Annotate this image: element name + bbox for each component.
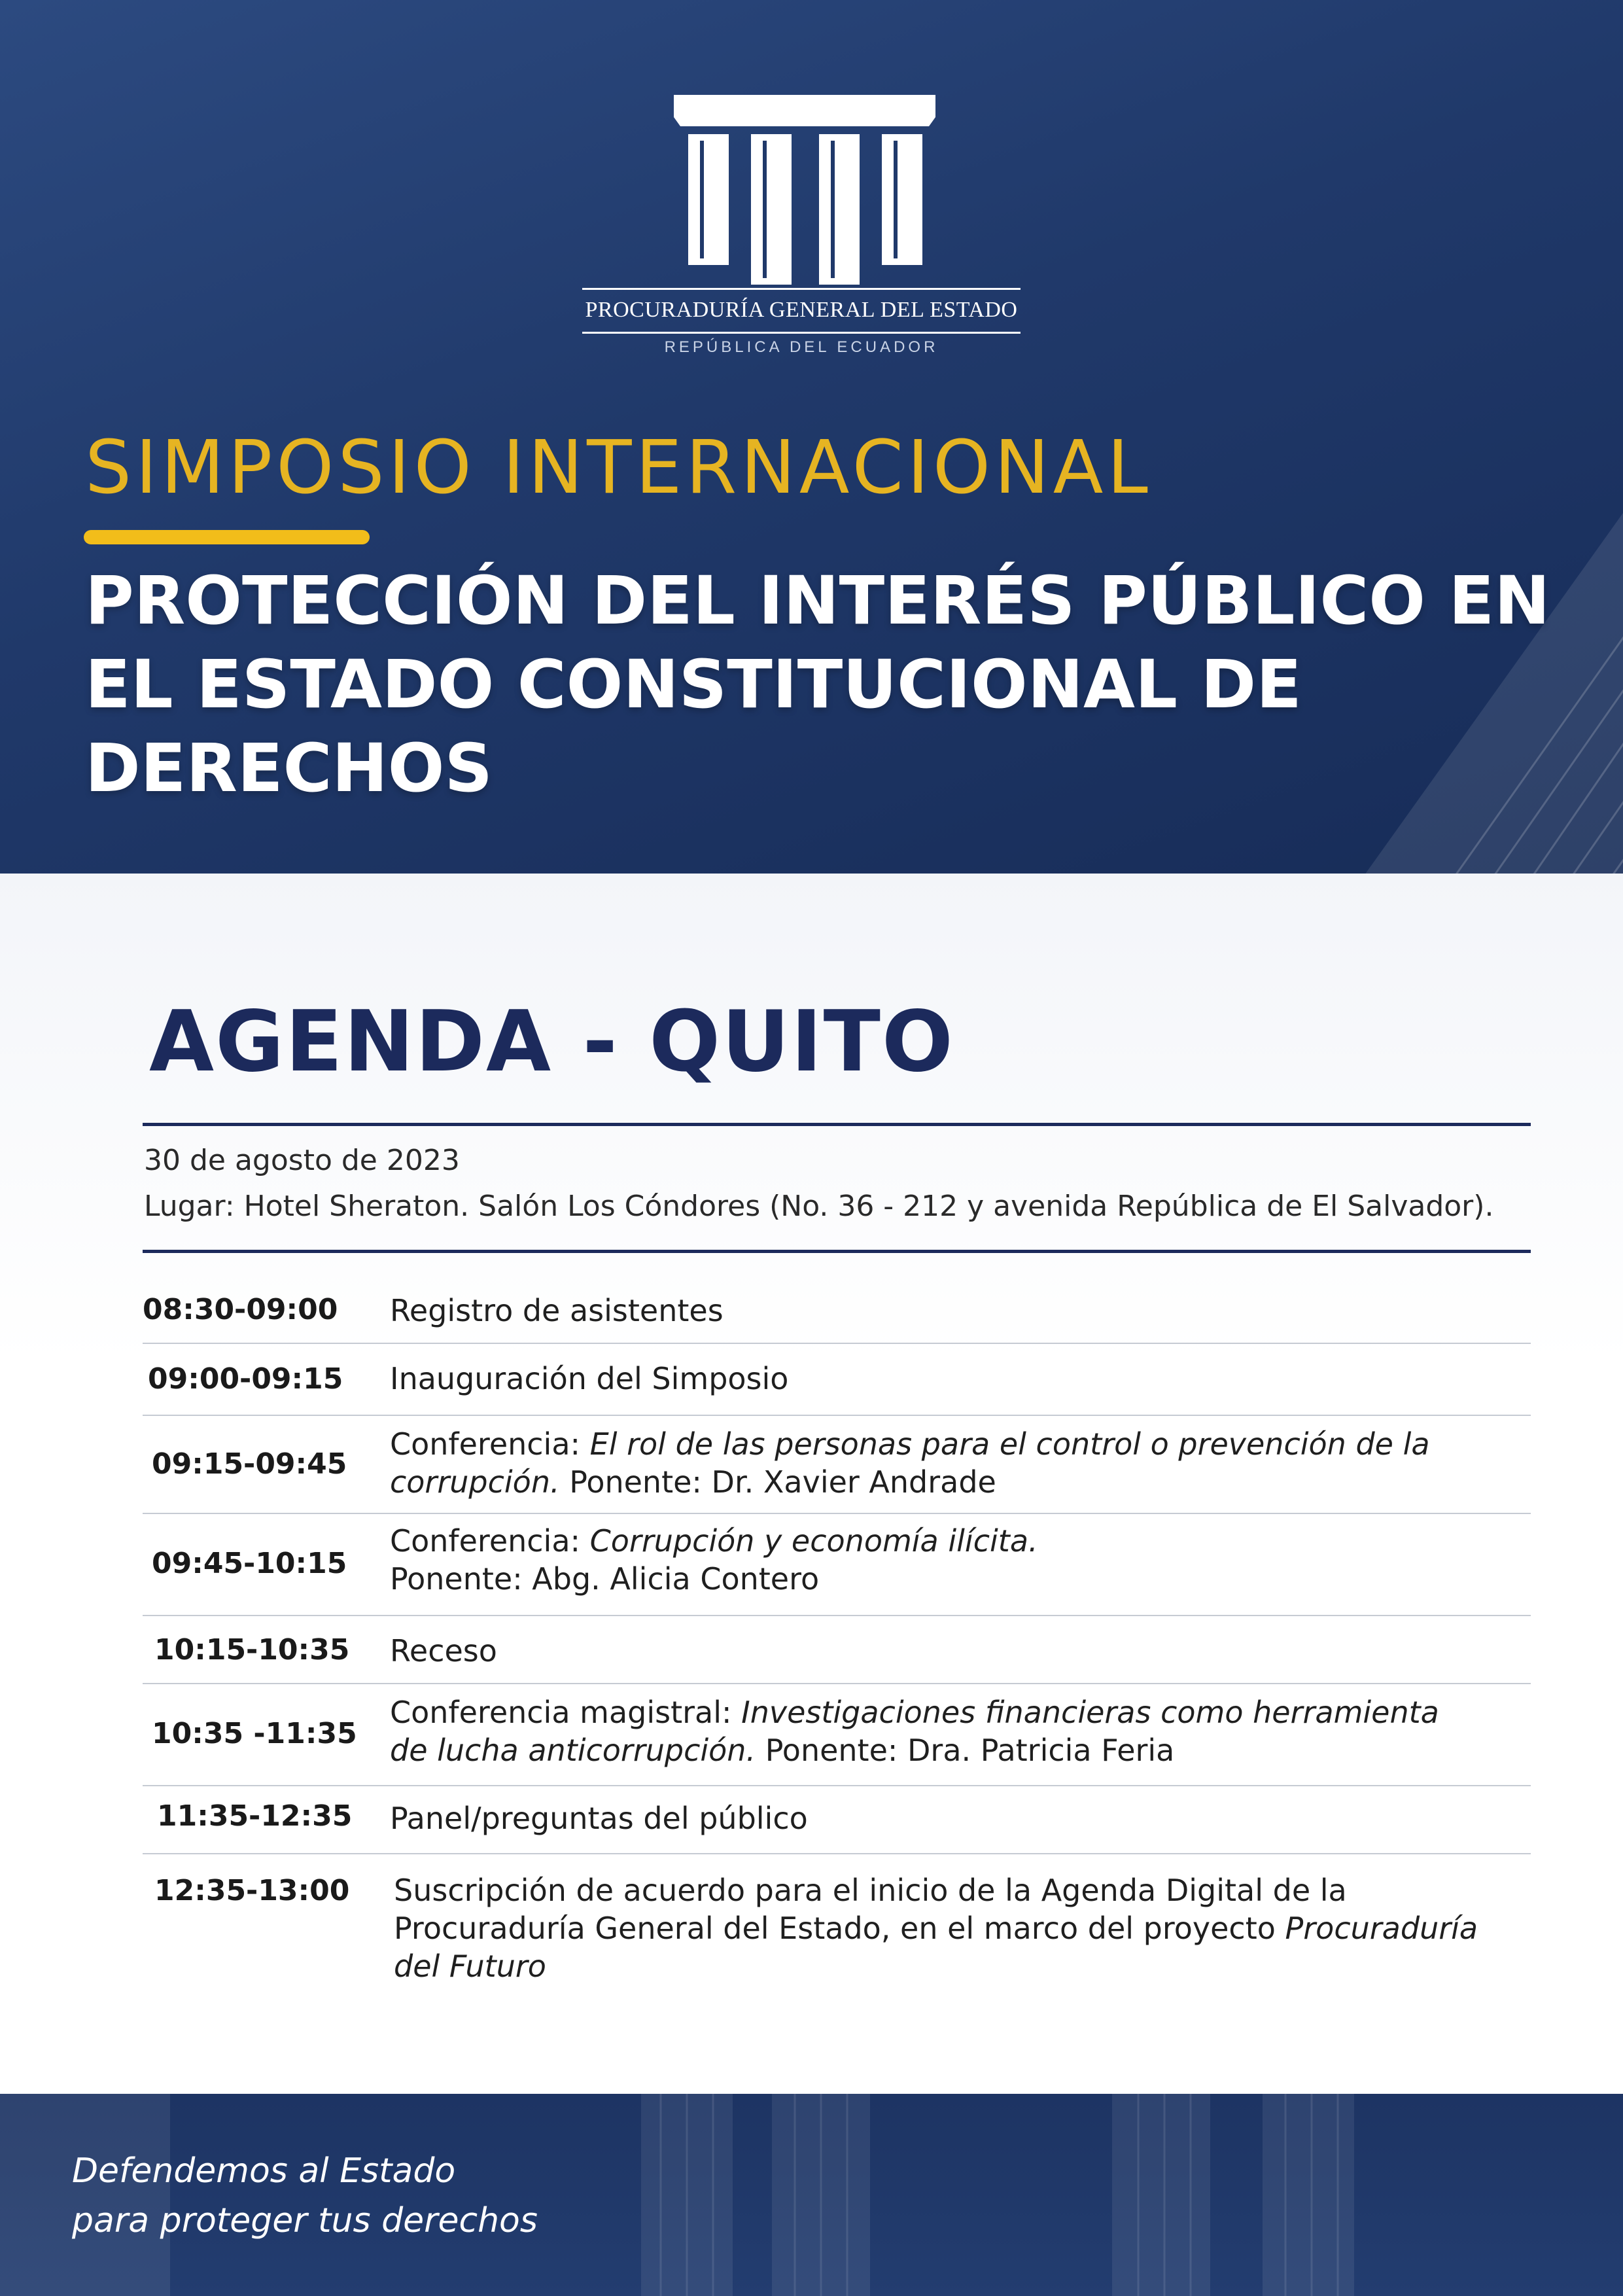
conference-title: El rol de las personas para el control o prevención de la bbox=[589, 1426, 1430, 1462]
logo-country-subtitle: REPÚBLICA DEL ECUADOR bbox=[664, 338, 939, 356]
slogan-line-1: Defendemos al Estado bbox=[72, 2151, 456, 2191]
speaker-name: Ponente: Abg. Alicia Contero bbox=[390, 1561, 820, 1597]
agenda-time: 08:30-09:00 bbox=[143, 1293, 338, 1326]
agenda-description-text: Suscripción de acuerdo para el inicio de la Agenda Digital de la bbox=[394, 1873, 1347, 1908]
agenda-row bbox=[143, 1854, 1531, 1992]
logo-divider-top bbox=[582, 288, 1021, 290]
agenda-description bbox=[390, 1522, 1528, 1598]
event-title-line-1: PROTECCIÓN DEL INTERÉS PÚBLICO EN bbox=[85, 562, 1550, 640]
event-date: 30 de agosto de 2023 bbox=[144, 1144, 460, 1177]
agenda-description bbox=[390, 1799, 1528, 1837]
agenda-time: 12:35-13:00 bbox=[154, 1874, 350, 1907]
agenda-description-prefix: Conferencia: bbox=[390, 1426, 590, 1462]
agenda-description-text: Procuraduría General del Estado, en el marco del proyecto bbox=[394, 1911, 1285, 1946]
agenda-description-text: Inauguración del Simposio bbox=[390, 1361, 789, 1396]
agenda-description bbox=[390, 1693, 1528, 1769]
conference-title: Investigaciones financieras como herramienta bbox=[741, 1695, 1439, 1730]
agenda-description bbox=[390, 1360, 1528, 1398]
agenda-time: 11:35-12:35 bbox=[157, 1799, 353, 1833]
agenda-description bbox=[394, 1871, 1532, 1985]
agenda-row bbox=[143, 1276, 1531, 1344]
agenda-row bbox=[143, 1786, 1531, 1854]
agenda-time: 09:45-10:15 bbox=[152, 1547, 347, 1580]
gold-accent-bar bbox=[84, 530, 370, 544]
event-type-heading: SIMPOSIO INTERNACIONAL bbox=[85, 425, 1152, 510]
agenda-description bbox=[390, 1425, 1528, 1501]
footer-banner bbox=[0, 2094, 1623, 2296]
conference-title: Corrupción y economía ilícita. bbox=[589, 1523, 1038, 1559]
logo-divider-bottom bbox=[582, 332, 1021, 334]
agenda-row bbox=[143, 1514, 1531, 1616]
agenda-time: 10:15-10:35 bbox=[154, 1633, 350, 1667]
agenda-row bbox=[143, 1344, 1531, 1416]
agenda-description bbox=[390, 1292, 1528, 1330]
agenda-description bbox=[390, 1632, 1528, 1670]
slogan-line-2: para proteger tus derechos bbox=[72, 2201, 538, 2240]
speaker-name: Ponente: Dra. Patricia Feria bbox=[756, 1733, 1175, 1768]
event-title-line-3: DERECHOS bbox=[85, 730, 493, 807]
agenda-description-text: Registro de asistentes bbox=[390, 1293, 724, 1328]
agenda-description-prefix: Conferencia: bbox=[390, 1523, 590, 1559]
footer-slogan bbox=[72, 2146, 538, 2246]
project-name: Procuraduría bbox=[1285, 1911, 1478, 1946]
conference-title-end: corrupción. bbox=[390, 1464, 560, 1500]
agenda-description-text: Receso bbox=[390, 1633, 497, 1669]
agenda-time: 10:35 -11:35 bbox=[152, 1717, 357, 1750]
columns-logo-icon bbox=[667, 95, 942, 285]
agenda-row bbox=[143, 1416, 1531, 1514]
logo-institution-name: PROCURADURÍA GENERAL DEL ESTADO bbox=[585, 298, 1018, 322]
agenda-time: 09:15-09:45 bbox=[152, 1447, 347, 1481]
agenda-title: AGENDA - QUITO bbox=[149, 993, 954, 1091]
project-name-end: del Futuro bbox=[394, 1949, 546, 1984]
agenda-description-text: Panel/preguntas del público bbox=[390, 1801, 808, 1836]
agenda-time: 09:00-09:15 bbox=[148, 1362, 343, 1396]
header-banner bbox=[0, 0, 1623, 874]
institution-logo bbox=[576, 95, 1047, 370]
agenda-divider-bottom bbox=[143, 1250, 1531, 1253]
agenda-description-prefix: Conferencia magistral: bbox=[390, 1695, 742, 1730]
agenda-row bbox=[143, 1616, 1531, 1684]
conference-title-end: de lucha anticorrupción. bbox=[390, 1733, 756, 1768]
speaker-name: Ponente: Dr. Xavier Andrade bbox=[559, 1464, 996, 1500]
event-title-line-2: EL ESTADO CONSTITUCIONAL DE bbox=[85, 646, 1302, 724]
event-title bbox=[85, 559, 1590, 811]
agenda-row bbox=[143, 1684, 1531, 1786]
agenda-divider-top bbox=[143, 1123, 1531, 1126]
event-location: Lugar: Hotel Sheraton. Salón Los Cóndores (No. 36 - 212 y avenida República de El Salvador). bbox=[144, 1190, 1494, 1223]
